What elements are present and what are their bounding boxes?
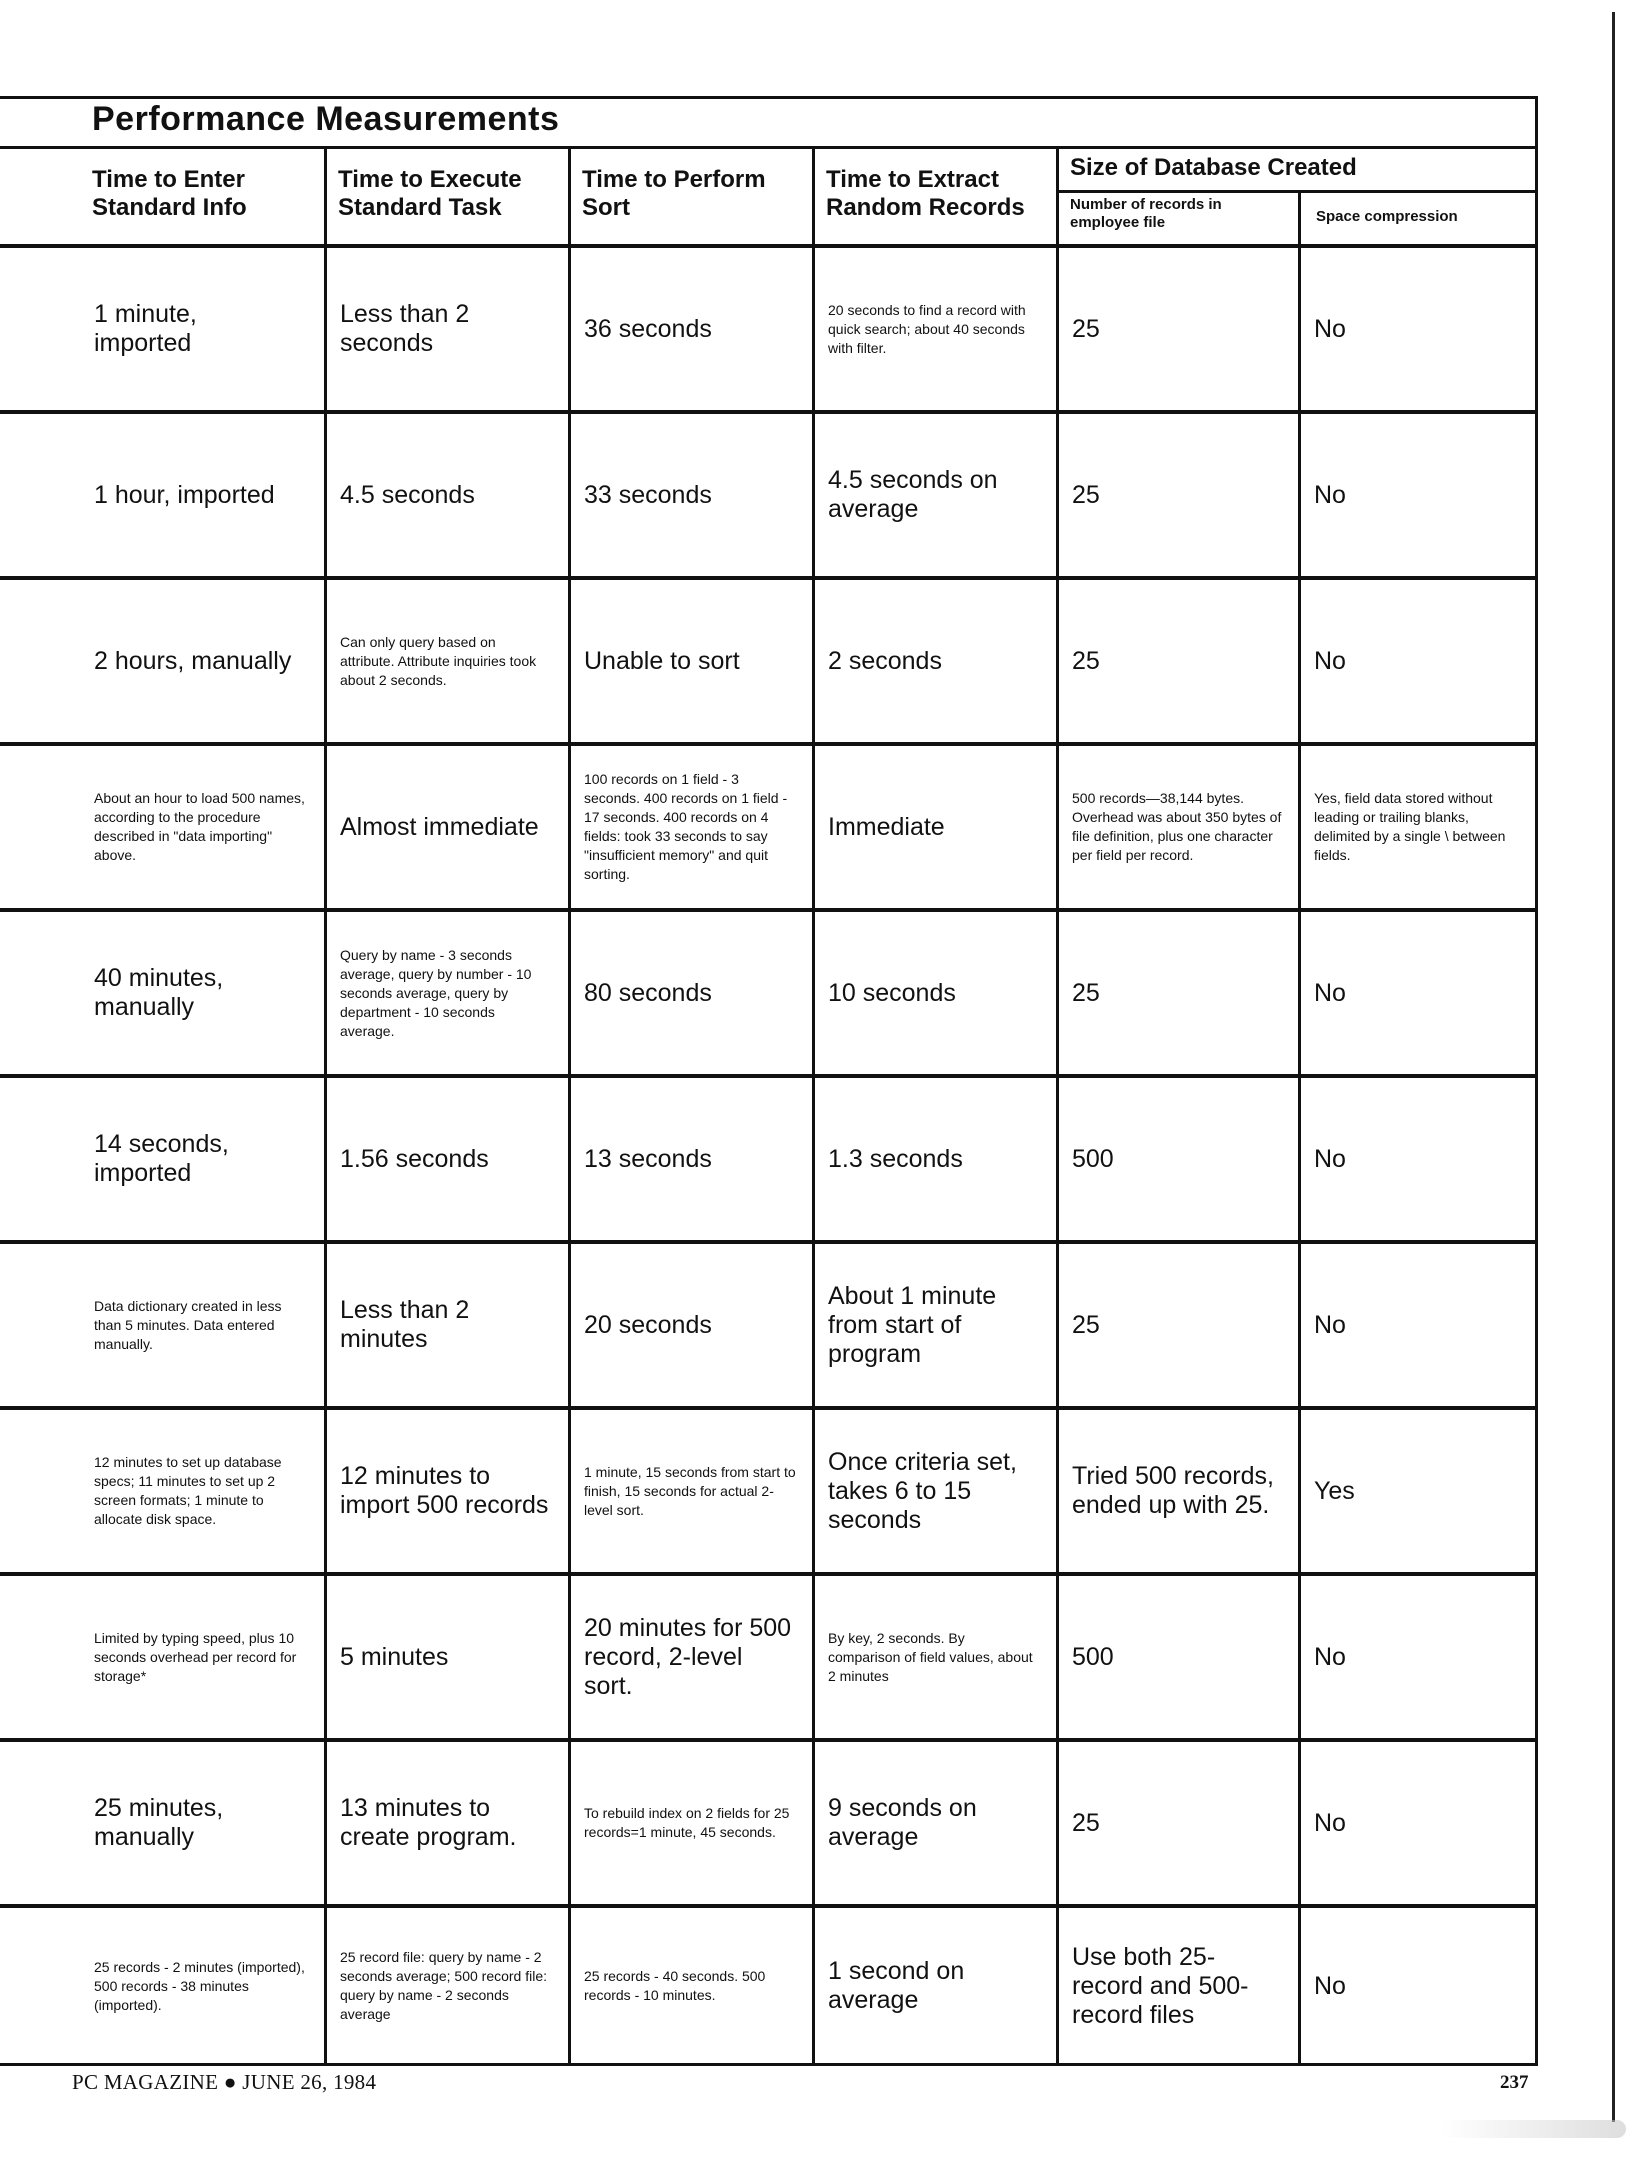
row-divider	[0, 1738, 1538, 1742]
cell-records: 25	[1072, 978, 1100, 1007]
cell-extract: Immediate	[828, 812, 945, 841]
cell-extract: Once criteria set, takes 6 to 15 seconds	[828, 1447, 1017, 1534]
cell-sort: Unable to sort	[584, 646, 740, 675]
header-time-to-sort: Time to Perform Sort	[582, 166, 766, 221]
column-divider	[1298, 192, 1301, 2066]
cell-execute: 4.5 seconds	[340, 480, 475, 509]
cell-records: 25	[1072, 480, 1100, 509]
cell-sort: 100 records on 1 field - 3 seconds. 400 records on 1 field - 17 seconds. 400 records on 4 fields: took 33 seconds to say "insufficient memory" and quit sorting.	[584, 771, 788, 882]
cell-extract: 4.5 seconds on average	[828, 466, 998, 523]
cell-execute: Less than 2 seconds	[340, 300, 470, 357]
cell-enter: 12 minutes to set up database specs; 11 minutes to set up 2 screen formats; 1 minute to allocate disk space.	[94, 1454, 282, 1527]
cell-records: 25	[1072, 646, 1100, 675]
cell-execute: Less than 2 minutes	[340, 1296, 470, 1353]
page-number: 237	[1500, 2072, 1529, 2093]
cell-execute: 25 record file: query by name - 2 seconds average; 500 record file: query by name - 2 seconds average	[340, 1949, 548, 2022]
cell-compression: No	[1314, 1642, 1346, 1671]
cell-sort: 25 records - 40 seconds. 500 records - 10 minutes.	[584, 1968, 766, 2003]
cell-enter: 40 minutes, manually	[94, 964, 224, 1021]
cell-sort: 13 seconds	[584, 1144, 712, 1173]
row-divider	[0, 1572, 1538, 1576]
header-time-to-enter: Time to Enter Standard Info	[92, 166, 247, 221]
row-divider	[0, 908, 1538, 912]
cell-sort: 1 minute, 15 seconds from start to finish, 15 seconds for actual 2-level sort.	[584, 1463, 796, 1518]
header-time-to-extract: Time to Extract Random Records	[826, 166, 1025, 221]
cell-enter: About an hour to load 500 names, according to the procedure described in "data importing" above.	[94, 790, 305, 863]
subheader-divider	[1056, 190, 1538, 193]
cell-compression: Yes	[1314, 1476, 1355, 1505]
cell-extract: By key, 2 seconds. By comparison of field values, about 2 minutes	[828, 1629, 1033, 1684]
cell-records: 500	[1072, 1642, 1114, 1671]
row-divider	[0, 244, 1538, 248]
publication-footer: PC MAGAZINE ● JUNE 26, 1984	[72, 2070, 377, 2094]
cell-records: 500 records—38,144 bytes. Overhead was about 350 bytes of file definition, plus one character per field per record.	[1072, 790, 1282, 863]
column-divider	[812, 148, 815, 2066]
row-divider	[0, 1904, 1538, 1908]
column-divider	[1056, 148, 1059, 2066]
cell-enter: 1 minute, imported	[94, 300, 197, 357]
cell-compression: No	[1314, 1310, 1346, 1339]
cell-enter: Limited by typing speed, plus 10 seconds overhead per record for storage*	[94, 1629, 297, 1684]
cell-compression: No	[1314, 1971, 1346, 2000]
cell-sort: 20 minutes for 500 record, 2-level sort.	[584, 1613, 792, 1700]
cell-execute: 12 minutes to import 500 records	[340, 1462, 549, 1519]
header-time-to-execute: Time to Execute Standard Task	[338, 166, 522, 221]
subheader-space-compression: Space compression	[1316, 208, 1458, 225]
title-divider	[0, 146, 1536, 149]
cell-extract: 9 seconds on average	[828, 1794, 977, 1851]
cell-enter: 25 minutes, manually	[94, 1794, 224, 1851]
cell-records: 500	[1072, 1144, 1114, 1173]
cell-records: Tried 500 records, ended up with 25.	[1072, 1462, 1274, 1519]
row-divider	[0, 1240, 1538, 1244]
table-title: Performance Measurements	[92, 100, 560, 138]
cell-records: 25	[1072, 1808, 1100, 1837]
cell-enter: 25 records - 2 minutes (imported), 500 records - 38 minutes (imported).	[94, 1958, 305, 2013]
cell-records: 25	[1072, 1310, 1100, 1339]
cell-extract: 1.3 seconds	[828, 1144, 963, 1173]
cell-compression: No	[1314, 480, 1346, 509]
row-divider	[0, 1074, 1538, 1078]
cell-compression: No	[1314, 314, 1346, 343]
cell-compression: No	[1314, 1808, 1346, 1837]
cell-execute: 1.56 seconds	[340, 1144, 489, 1173]
scan-smudge	[1440, 2120, 1626, 2138]
cell-extract: 2 seconds	[828, 646, 942, 675]
row-divider	[0, 742, 1538, 746]
cell-execute: Query by name - 3 seconds average, query by number - 10 seconds average, query by department - 10 seconds average.	[340, 946, 532, 1039]
cell-execute: Almost immediate	[340, 812, 539, 841]
cell-compression: No	[1314, 646, 1346, 675]
cell-execute: 5 minutes	[340, 1642, 449, 1671]
cell-extract: 20 seconds to find a record with quick search; about 40 seconds with filter.	[828, 301, 1026, 356]
row-divider	[0, 576, 1538, 580]
cell-execute: Can only query based on attribute. Attribute inquiries took about 2 seconds.	[340, 633, 537, 688]
cell-sort: 20 seconds	[584, 1310, 712, 1339]
cell-enter: 2 hours, manually	[94, 646, 292, 675]
row-divider	[0, 1406, 1538, 1410]
cell-records: Use both 25-record and 500-record files	[1072, 1942, 1249, 2029]
cell-extract: 1 second on average	[828, 1957, 965, 2014]
subheader-number-of-records: Number of records in employee file	[1070, 196, 1222, 231]
cell-compression: Yes, field data stored without leading or trailing blanks, delimited by a single \ between fields.	[1314, 790, 1506, 863]
page-edge-rule	[1612, 12, 1615, 2122]
cell-enter: 14 seconds, imported	[94, 1130, 229, 1187]
cell-enter: 1 hour, imported	[94, 480, 275, 509]
cell-extract: 10 seconds	[828, 978, 956, 1007]
cell-enter: Data dictionary created in less than 5 minutes. Data entered manually.	[94, 1297, 282, 1352]
cell-compression: No	[1314, 1144, 1346, 1173]
cell-records: 25	[1072, 314, 1100, 343]
cell-execute: 13 minutes to create program.	[340, 1794, 517, 1851]
cell-compression: No	[1314, 978, 1346, 1007]
cell-sort: 80 seconds	[584, 978, 712, 1007]
cell-sort: To rebuild index on 2 fields for 25 records=1 minute, 45 seconds.	[584, 1805, 790, 1840]
cell-extract: About 1 minute from start of program	[828, 1281, 997, 1368]
cell-sort: 33 seconds	[584, 480, 712, 509]
row-divider	[0, 410, 1538, 414]
column-divider	[324, 148, 327, 2066]
column-divider	[568, 148, 571, 2066]
cell-sort: 36 seconds	[584, 314, 712, 343]
header-size-of-database: Size of Database Created	[1070, 154, 1357, 181]
